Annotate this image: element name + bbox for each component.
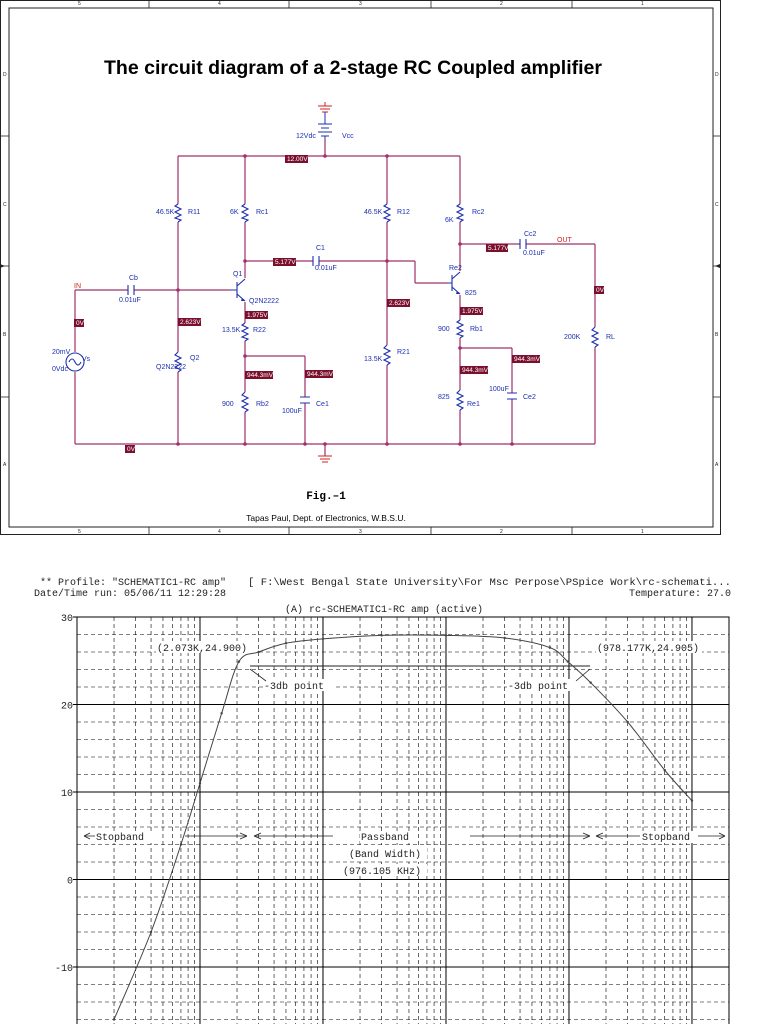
data-point <box>220 712 222 714</box>
in-label: IN <box>74 283 81 290</box>
border-num-5: 5 <box>78 1 81 7</box>
stopband-left-label: Stopband <box>96 833 145 844</box>
re2-name: Re1 <box>467 401 480 408</box>
border-num-5b: 5 <box>78 529 81 535</box>
r21-name: Q2 <box>190 355 200 362</box>
q2-name: Re2 <box>449 265 462 272</box>
node-voltage <box>178 318 201 326</box>
rb2-name: Rb1 <box>470 326 483 333</box>
profile-header: ** Profile: "SCHEMATIC1-RC amp" <box>40 578 227 589</box>
svg-text:944.3mV: 944.3mV <box>514 356 541 363</box>
border-num-4: 4 <box>218 1 221 7</box>
circuit-wires <box>75 140 595 456</box>
y-tick-label: -10 <box>54 964 73 975</box>
side-arrow-left <box>0 264 5 268</box>
border-num-3b: 3 <box>359 529 362 535</box>
temperature-header: Temperature: 27.0 <box>628 589 731 600</box>
y-axis-ticks <box>55 614 77 975</box>
transistor-Q2 <box>447 265 477 297</box>
svg-text:1.975V: 1.975V <box>462 308 483 315</box>
data-point <box>626 721 628 723</box>
data-point <box>503 637 505 639</box>
node-voltage <box>245 311 268 319</box>
resistor-R22 <box>364 345 410 365</box>
border-letter-A: A <box>3 462 7 468</box>
vcc-supply <box>296 102 354 140</box>
data-point <box>150 931 152 933</box>
data-point <box>285 642 287 644</box>
ce1-name: Ce1 <box>316 401 329 408</box>
border-num-2: 2 <box>500 1 503 7</box>
q2-model: 825 <box>465 290 477 297</box>
resistor-Re2 <box>438 390 480 410</box>
left-3db-coord: (2.073K,24.900) <box>157 644 248 655</box>
re1-name: Rb2 <box>256 401 269 408</box>
plot-grid <box>77 617 729 1024</box>
svg-text:0V: 0V <box>596 287 604 294</box>
data-point <box>691 800 693 802</box>
schematic-outer-border <box>1 1 721 535</box>
border-letter-A-r: A <box>715 462 719 468</box>
cb-name: Cb <box>129 275 138 282</box>
r12-name: R12 <box>397 209 410 216</box>
svg-text:2.623V: 2.623V <box>389 300 410 307</box>
border-num-1: 1 <box>641 1 644 7</box>
schematic-title: The circuit diagram of a 2-stage RC Coupled amplifier <box>104 58 603 79</box>
bandwidth-value: (976.105 KHz) <box>343 867 422 878</box>
vs-name: Vs <box>82 356 91 363</box>
path-header: [ F:\West Bengal State University\For Msc Perpose\PSpice Work\rc-schemati... <box>248 578 705 589</box>
resistor-Re1 <box>222 392 269 412</box>
vs-ampl: 20mV <box>52 349 71 356</box>
node-voltage <box>305 370 334 378</box>
vs-offset: 0Vdc <box>52 366 68 373</box>
node-voltage-markers <box>74 155 605 453</box>
q1-name: Q1 <box>233 271 243 278</box>
datetime-header: Date/Time run: 05/06/11 12:29:28 <box>34 589 227 600</box>
plot-title: (A) rc-SCHEMATIC1-RC amp (active) <box>284 605 484 616</box>
probe-plot <box>0 570 768 1024</box>
node-voltage <box>74 319 85 327</box>
data-point <box>549 646 551 648</box>
resistor-R12 <box>364 204 410 222</box>
cc2-value: 0.01uF <box>523 250 545 257</box>
border-ticks <box>0 0 720 535</box>
node-voltage <box>125 445 136 453</box>
border-letter-B: B <box>3 332 7 338</box>
r12-value: 46.5K <box>364 209 383 216</box>
node-voltage <box>245 371 274 379</box>
r11-value: 46.5K <box>156 209 175 216</box>
rb2-value: 900 <box>438 326 450 333</box>
ac-source-Vs <box>52 349 91 373</box>
svg-text:0V: 0V <box>127 446 135 453</box>
data-point <box>257 651 259 653</box>
ce2-name: Ce2 <box>523 394 536 401</box>
rc2-name: Rc2 <box>472 209 485 216</box>
rb1-name: R22 <box>253 327 266 334</box>
plot-frame <box>77 617 729 1024</box>
bandwidth-label: (Band Width) <box>349 850 422 861</box>
data-point <box>180 843 182 845</box>
resistor-RL <box>564 327 615 347</box>
svg-text:944.3mV: 944.3mV <box>247 372 274 379</box>
q1-model: Q2N2222 <box>249 298 279 305</box>
data-point <box>238 660 240 662</box>
resistor-Rc2 <box>445 204 485 224</box>
svg-text:1.975V: 1.975V <box>247 312 268 319</box>
node-voltage <box>512 355 541 363</box>
border-letter-D: D <box>3 72 7 78</box>
ground-symbol-icon <box>318 456 332 462</box>
ce1-value: 100uF <box>282 408 302 415</box>
transistor-Q1 <box>230 271 279 305</box>
right-3db-coord: (978.177K,24.905) <box>597 644 700 655</box>
border-letter-D-r: D <box>715 72 719 78</box>
border-num-1b: 1 <box>641 529 644 535</box>
r22-value: 13.5K <box>364 356 383 363</box>
svg-text:944.3mV: 944.3mV <box>462 367 489 374</box>
svg-text:2.623V: 2.623V <box>180 319 201 326</box>
capacitor-C1 <box>313 245 337 272</box>
out-label: OUT <box>557 237 572 244</box>
border-letter-B-r: B <box>715 332 719 338</box>
svg-text:0V: 0V <box>76 320 84 327</box>
re1-value: 900 <box>222 401 234 408</box>
node-voltage <box>460 366 489 374</box>
battery-icon <box>318 124 332 136</box>
y-tick-label: 30 <box>60 614 73 625</box>
data-point <box>380 634 382 636</box>
svg-text:5.177V: 5.177V <box>275 259 296 266</box>
data-point <box>567 660 569 662</box>
sine-wave-icon <box>69 359 81 365</box>
node-voltage <box>285 155 308 163</box>
right-3db-label: -3db point <box>508 682 569 693</box>
rl-value: 200K <box>564 334 581 341</box>
ce2-value: 100uF <box>489 386 509 393</box>
vcc-value: 12Vdc <box>296 133 316 140</box>
rc1-value: 6K <box>230 209 239 216</box>
re2-value: 825 <box>438 394 450 401</box>
border-letter-C-r: C <box>715 202 719 208</box>
supply-ground-symbol-icon <box>318 102 332 112</box>
c1-value: 0.01uF <box>315 265 337 272</box>
resistor-R21 <box>156 352 199 372</box>
credit-line: Tapas Paul, Dept. of Electronics, W.B.S.U. <box>246 513 406 523</box>
resistor-R11 <box>156 204 200 222</box>
rc2-value: 6K <box>445 217 454 224</box>
rb1-value: 13.5K <box>222 327 241 334</box>
svg-text:12.00V: 12.00V <box>287 156 308 163</box>
node-voltage <box>273 258 296 266</box>
data-point <box>113 1018 115 1020</box>
svg-text:944.3mV: 944.3mV <box>307 371 334 378</box>
border-letter-C: C <box>3 202 7 208</box>
data-point <box>199 782 201 784</box>
vcc-name: Vcc <box>342 133 354 140</box>
side-arrow-right <box>715 264 720 268</box>
rc1-name: Rc1 <box>256 209 269 216</box>
c1-name: C1 <box>316 245 325 252</box>
y-tick-label: 0 <box>66 876 73 888</box>
plot-annotations <box>84 641 725 878</box>
r22-name: R21 <box>397 349 410 356</box>
data-point <box>663 769 665 771</box>
cc2-name: Cc2 <box>524 231 537 238</box>
rl-name: RL <box>606 334 615 341</box>
y-tick-label: 20 <box>60 701 73 713</box>
data-point <box>445 634 447 636</box>
r11-name: R11 <box>188 209 201 216</box>
data-point <box>589 681 591 683</box>
y-tick-label: 10 <box>60 789 73 800</box>
cb-value: 0.01uF <box>119 297 141 304</box>
node-voltage <box>460 307 483 315</box>
border-num-2b: 2 <box>500 529 503 535</box>
left-3db-label: -3db point <box>264 682 325 693</box>
node-voltage <box>387 299 410 307</box>
node-voltage <box>486 244 509 252</box>
r21-value: Q2N2222 <box>156 364 186 371</box>
figure-label: Fig.–1 <box>306 491 346 503</box>
resistor-Rc1 <box>230 204 269 222</box>
border-num-3: 3 <box>359 1 362 7</box>
stopband-right-label: Stopband <box>642 833 691 844</box>
passband-label: Passband <box>361 833 410 844</box>
node-voltage <box>594 286 605 294</box>
border-num-4b: 4 <box>218 529 221 535</box>
svg-text:5.177V: 5.177V <box>488 245 509 252</box>
data-point <box>322 638 324 640</box>
schematic-inner-border <box>9 8 713 527</box>
resistor-Rb1 <box>222 323 266 341</box>
resistor-Rb2 <box>438 320 483 338</box>
